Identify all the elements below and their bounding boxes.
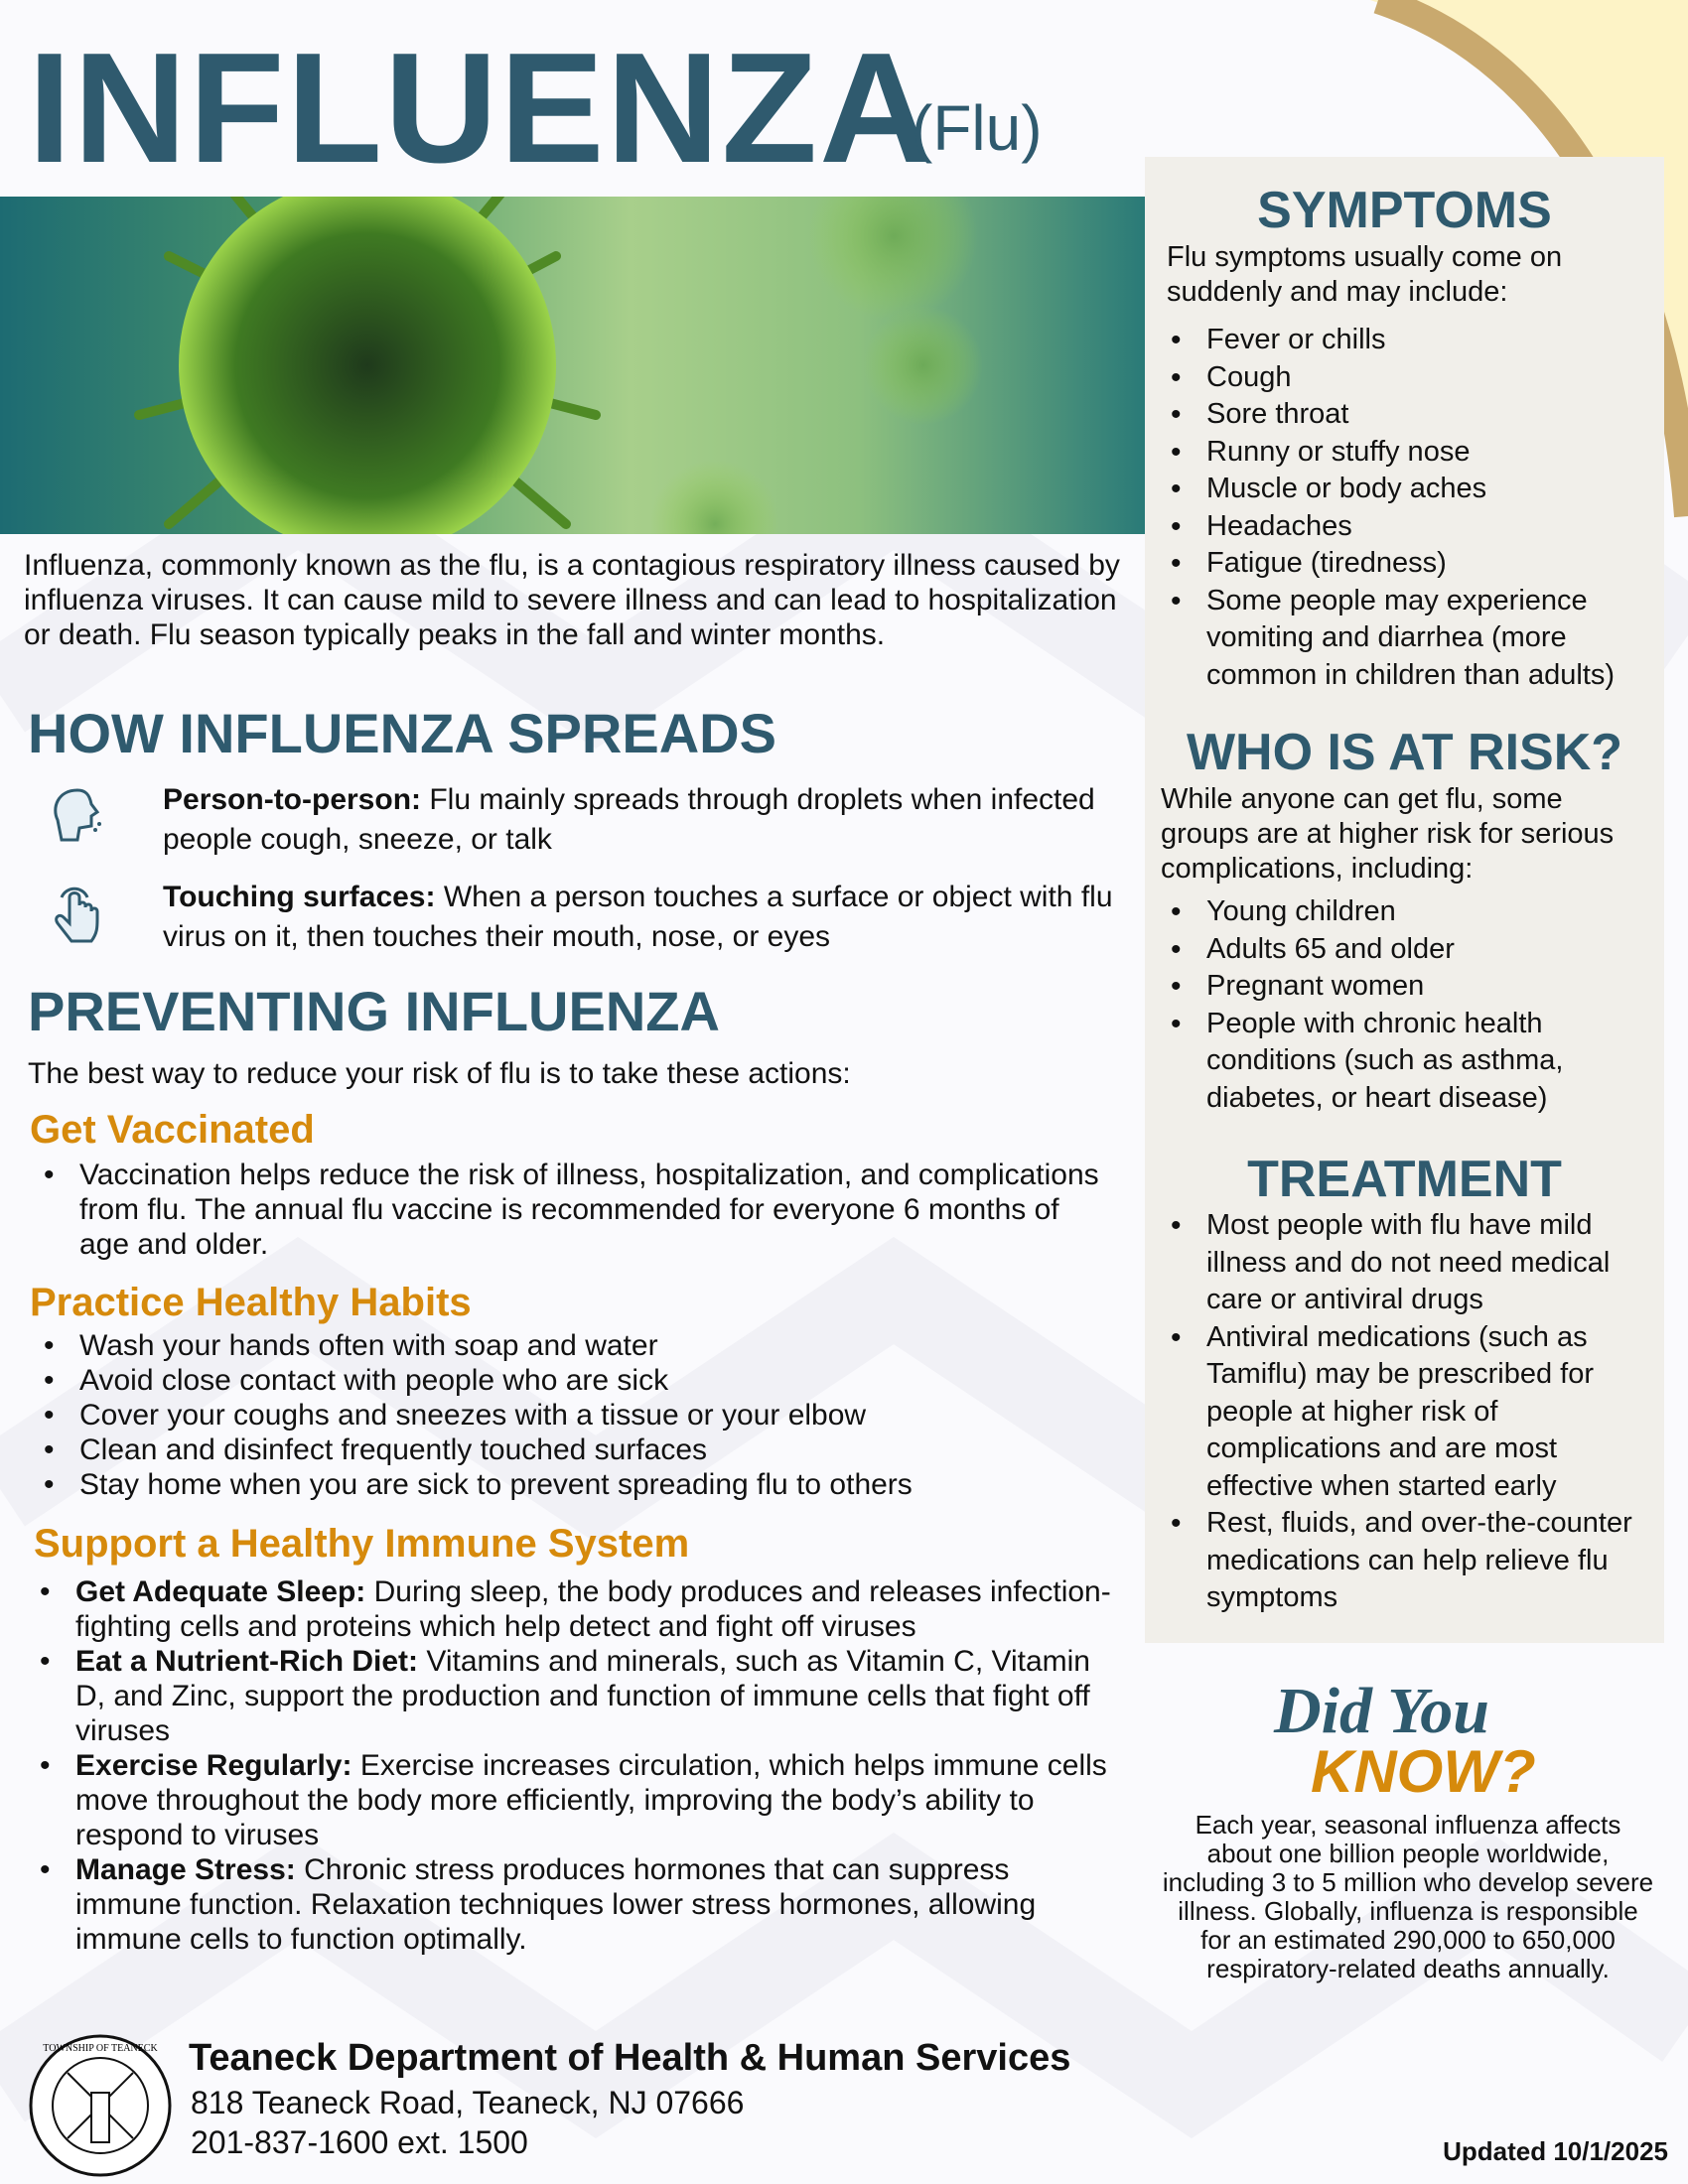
list-item: • Antiviral medications (such as Tamiflu) may be prescribed for people at higher risk of complications and are most effective when started early xyxy=(1167,1319,1663,1506)
spread-item-surfaces xyxy=(163,878,1116,957)
treatment-list xyxy=(1167,1207,1663,1617)
list-item: • Runny or stuffy nose xyxy=(1167,434,1663,472)
page-subtitle: (Flu) xyxy=(912,92,1043,164)
item-text: Exercise increases circulation, which helps immune cells move throughout the body more efficiently, improving the body’s ability to respond to viruses xyxy=(75,1749,1107,1851)
did-you-know-title: Did You xyxy=(1274,1675,1490,1747)
updated-date: Updated 10/1/2025 xyxy=(1443,2136,1668,2166)
svg-text:TOWNSHIP OF TEANECK: TOWNSHIP OF TEANECK xyxy=(43,2043,158,2054)
list-item: • Clean and disinfect frequently touched surfaces xyxy=(30,1433,1112,1467)
spread-item-label: Person-to-person: xyxy=(163,783,422,816)
symptoms-heading: SYMPTOMS xyxy=(1257,182,1552,239)
list-item: • Stay home when you are sick to prevent spreading flu to others xyxy=(30,1467,1112,1502)
vaccinated-list xyxy=(30,1158,1112,1262)
list-item: • Cough xyxy=(1167,359,1663,397)
list-item xyxy=(26,1748,1118,1852)
list-item: • Vaccination helps reduce the risk of illness, hospitalization, and complications from flu. The annual flu vaccine is recommended for everyone 6 months of age and older. xyxy=(30,1158,1112,1262)
symptoms-list xyxy=(1167,322,1663,694)
risk-heading: WHO IS AT RISK? xyxy=(1186,724,1623,781)
habits-list xyxy=(30,1328,1112,1502)
risk-intro: While anyone can get flu, some groups are at higher risk for serious complications, including: xyxy=(1161,783,1615,885)
list-item: • Rest, fluids, and over-the-counter medications can help relieve flu symptoms xyxy=(1167,1505,1663,1617)
preventing-intro: The best way to reduce your risk of flu is to take these actions: xyxy=(28,1057,851,1090)
immune-list xyxy=(26,1574,1118,1957)
spread-item-label: Touching surfaces: xyxy=(163,881,436,913)
item-text: During sleep, the body produces and releases infection-fighting cells and proteins which help detect and fight off viruses xyxy=(75,1575,1111,1643)
list-item: • Sore throat xyxy=(1167,396,1663,434)
list-item: • Headaches xyxy=(1167,508,1663,546)
sneezing-person-icon xyxy=(48,784,97,844)
immune-heading: Support a Healthy Immune System xyxy=(34,1522,690,1566)
list-item: • Some people may experience vomiting and diarrhea (more common in children than adults) xyxy=(1167,583,1663,695)
risk-list xyxy=(1167,893,1663,1117)
list-item: • Fever or chills xyxy=(1167,322,1663,359)
touch-hand-icon xyxy=(48,884,103,947)
list-item: • Pregnant women xyxy=(1167,968,1663,1006)
spread-item-person xyxy=(163,780,1116,860)
list-item: • Fatigue (tiredness) xyxy=(1167,545,1663,583)
did-you-know-subtitle: KNOW? xyxy=(1311,1738,1536,1805)
page-title: INFLUENZA xyxy=(28,21,935,196)
list-item xyxy=(26,1574,1118,1644)
list-item: • Avoid close contact with people who are sick xyxy=(30,1363,1112,1398)
preventing-heading: PREVENTING INFLUENZA xyxy=(28,980,720,1042)
spreads-heading: HOW INFLUENZA SPREADS xyxy=(28,702,776,764)
list-item xyxy=(26,1852,1118,1957)
item-text: Chronic stress produces hormones that can suppress immune function. Relaxation techniques lower stress hormones, allowing immune cells to function optimally. xyxy=(75,1853,1037,1956)
influenza-virus-image xyxy=(0,197,1145,534)
did-you-know-text: Each year, seasonal influenza affects about one billion people worldwide, including 3 to 5 million who develop severe illness. Globally, influenza is responsible for an estimated 290,000 to 650,000 respiratory-related deaths annually. xyxy=(1162,1810,1654,1983)
info-sidebar xyxy=(1145,157,1664,1643)
item-label: Exercise Regularly: xyxy=(75,1749,352,1782)
organization-phone[interactable]: 201-837-1600 ext. 1500 xyxy=(191,2124,528,2160)
list-item: • Young children xyxy=(1167,893,1663,931)
list-item: • Adults 65 and older xyxy=(1167,931,1663,969)
item-label: Get Adequate Sleep: xyxy=(75,1575,366,1608)
township-seal-logo xyxy=(28,2033,173,2178)
intro-paragraph: Influenza, commonly known as the flu, is a contagious respiratory illness caused by influenza viruses. It can cause mild to severe illness and can lead to hospitalization or death. Flu season typically peaks in the fall and winter months. xyxy=(24,549,1120,651)
list-item xyxy=(26,1644,1118,1748)
item-label: Manage Stress: xyxy=(75,1853,296,1886)
list-item: • Muscle or body aches xyxy=(1167,471,1663,508)
list-item: • People with chronic health conditions (such as asthma, diabetes, or heart disease) xyxy=(1167,1006,1663,1118)
spread-item-text: Flu mainly spreads through droplets when infected people cough, sneeze, or talk xyxy=(163,783,1095,856)
vaccinated-heading: Get Vaccinated xyxy=(30,1108,315,1152)
organization-address: 818 Teaneck Road, Teaneck, NJ 07666 xyxy=(191,2085,745,2120)
spread-item-text: When a person touches a surface or object with flu virus on it, then touches their mouth, nose, or eyes xyxy=(163,881,1113,953)
habits-heading: Practice Healthy Habits xyxy=(30,1281,472,1324)
treatment-heading: TREATMENT xyxy=(1247,1151,1562,1208)
symptoms-intro: Flu symptoms usually come on suddenly and may include: xyxy=(1167,241,1563,308)
organization-name: Teaneck Department of Health & Human Services xyxy=(189,2037,1071,2079)
list-item: • Most people with flu have mild illness and do not need medical care or antiviral drugs xyxy=(1167,1207,1663,1319)
list-item: • Wash your hands often with soap and water xyxy=(30,1328,1112,1363)
list-item: • Cover your coughs and sneezes with a tissue or your elbow xyxy=(30,1398,1112,1433)
item-label: Eat a Nutrient-Rich Diet: xyxy=(75,1645,419,1678)
item-text: Vitamins and minerals, such as Vitamin C, Vitamin D, and Zinc, support the production and function of immune cells that fight off viruses xyxy=(75,1645,1090,1747)
